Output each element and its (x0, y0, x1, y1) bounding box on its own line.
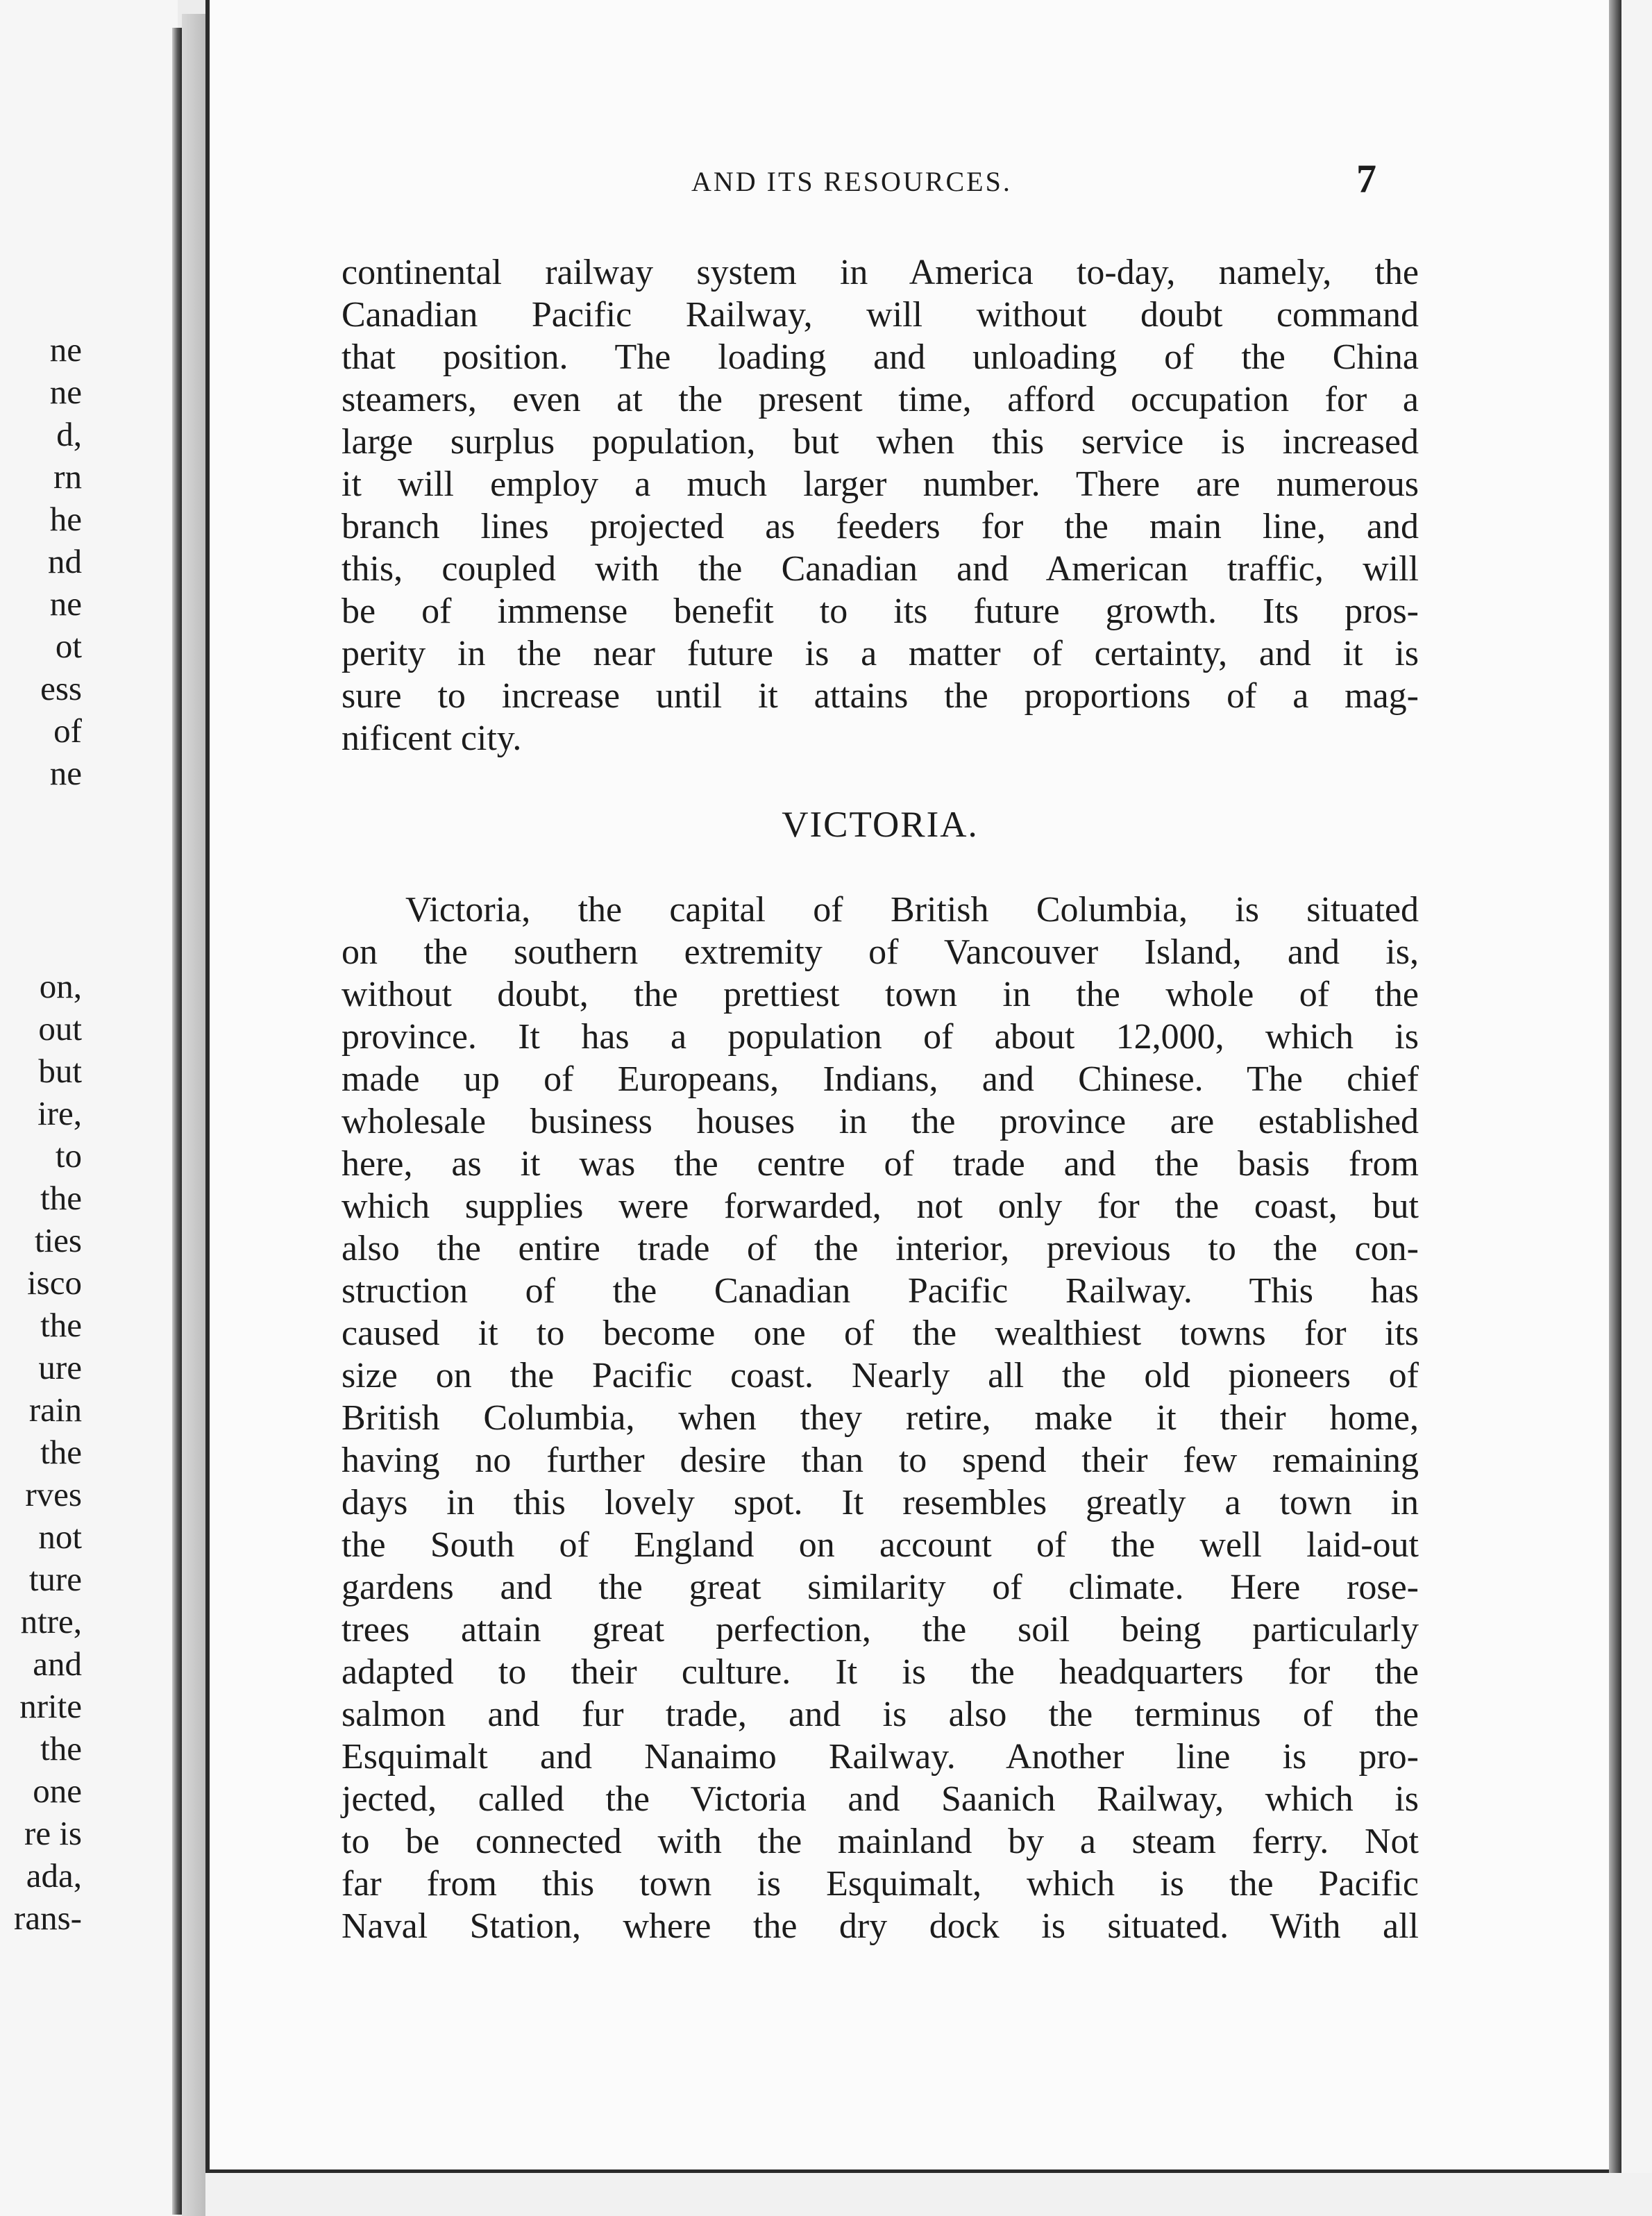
facing-page-line: out (38, 1009, 82, 1048)
text-line: struction of the Canadian Pacific Railway. This has (342, 1271, 1419, 1311)
text-line: Esquimalt and Nanaimo Railway. Another line is pro- (342, 1737, 1419, 1777)
facing-page-line: re is (24, 1814, 82, 1852)
facing-page-line: ess (40, 669, 82, 707)
facing-page-line: rans- (14, 1899, 82, 1937)
facing-page-line: isco (27, 1264, 82, 1302)
page-edge-shadow (172, 28, 182, 2215)
text-line: without doubt, the prettiest town in the whole of the (342, 975, 1419, 1014)
facing-page-line: ntre, (20, 1602, 82, 1640)
page-number: 7 (1356, 156, 1376, 201)
text-line: having no further desire than to spend their few remaining (342, 1441, 1419, 1480)
facing-page-line: the (40, 1729, 82, 1768)
text-line: Canadian Pacific Railway, will without doubt command (342, 295, 1419, 335)
facing-page-line: to (55, 1136, 82, 1175)
text-line: trees attain great perfection, the soil being particularly (342, 1610, 1419, 1650)
text-line: Naval Station, where the dry dock is situated. With all (342, 1906, 1419, 1946)
text-line: made up of Europeans, Indians, and Chinese. The chief (342, 1059, 1419, 1099)
facing-page-line: and (33, 1645, 82, 1683)
facing-page-line: ne (49, 754, 82, 792)
text-line: on the southern extremity of Vancouver Island, and is, (342, 932, 1419, 972)
text-line: wholesale business houses in the province are established (342, 1102, 1419, 1141)
facing-page-line: ire, (37, 1094, 82, 1132)
facing-page-line: but (38, 1052, 82, 1090)
facing-page-line: the (40, 1433, 82, 1471)
facing-page-line: rain (28, 1391, 82, 1429)
text-line: to be connected with the mainland by a steam ferry. Not (342, 1822, 1419, 1861)
facing-page-line: on, (39, 967, 82, 1005)
facing-page-line: ne (49, 373, 82, 411)
text-line: size on the Pacific coast. Nearly all the old pioneers of (342, 1356, 1419, 1395)
facing-page-line: ure (38, 1348, 82, 1386)
text-line: Victoria, the capital of British Columbia, is situated (405, 890, 1419, 930)
facing-page-line: the (40, 1306, 82, 1344)
text-line: sure to increase until it attains the proportions of a mag- (342, 676, 1419, 716)
running-head: AND ITS RESOURCES. (691, 166, 1012, 197)
text-line: the South of England on account of the well laid-out (342, 1525, 1419, 1565)
facing-page-line: the (40, 1179, 82, 1217)
text-line: adapted to their culture. It is the headquarters for the (342, 1652, 1419, 1692)
text-line: large surplus population, but when this service is increased (342, 422, 1419, 462)
text-line: salmon and fur trade, and is also the terminus of the (342, 1695, 1419, 1734)
text-line: continental railway system in America to-day, namely, the (342, 253, 1419, 292)
text-line: province. It has a population of about 12,000, which is (342, 1017, 1419, 1057)
facing-page-line: ne (49, 330, 82, 369)
scan-margin (205, 2173, 1652, 2216)
facing-page-line: nd (48, 542, 82, 580)
facing-page-line: ada, (26, 1856, 82, 1895)
text-line: jected, called the Victoria and Saanich Railway, which is (342, 1779, 1419, 1819)
facing-page-fragment (0, 0, 178, 2216)
page-edge-shadow (1609, 0, 1621, 2173)
facing-page-line: of (53, 712, 82, 750)
text-line: also the entire trade of the interior, previous to the con- (342, 1229, 1419, 1268)
facing-page-line: rves (25, 1475, 82, 1513)
text-line: days in this lovely spot. It resembles greatly a town in (342, 1483, 1419, 1522)
text-line: that position. The loading and unloading of the China (342, 337, 1419, 377)
text-line: nificent city. (342, 719, 522, 758)
text-line: British Columbia, when they retire, make it their home, (342, 1398, 1419, 1438)
text-line: which supplies were forwarded, not only for the coast, but (342, 1186, 1419, 1226)
text-line: steamers, even at the present time, afford occupation for a (342, 380, 1419, 419)
facing-page-line: not (38, 1518, 82, 1556)
facing-page-line: nrite (19, 1687, 82, 1725)
facing-page-line: rn (53, 458, 82, 496)
text-line: it will employ a much larger number. There are numerous (342, 464, 1419, 504)
facing-page-line: ot (55, 627, 82, 665)
text-line: caused it to become one of the wealthiest towns for its (342, 1313, 1419, 1353)
facing-page-line: ties (34, 1221, 82, 1259)
facing-page-line: ne (49, 585, 82, 623)
section-heading: VICTORIA. (782, 805, 979, 845)
facing-page-line: ture (28, 1560, 82, 1598)
facing-page-line: he (49, 500, 82, 538)
text-line: far from this town is Esquimalt, which is the Pacific (342, 1864, 1419, 1904)
text-line: gardens and the great similarity of climate. Here rose- (342, 1568, 1419, 1607)
facing-page-line: d, (56, 415, 82, 453)
scan-margin (1621, 0, 1652, 2216)
text-line: be of immense benefit to its future growth. Its pros- (342, 591, 1419, 631)
text-line: here, as it was the centre of trade and the basis from (342, 1144, 1419, 1184)
facing-page-line: one (33, 1772, 82, 1810)
book-gutter (182, 14, 205, 2216)
text-line: this, coupled with the Canadian and American traffic, will (342, 549, 1419, 589)
text-line: branch lines projected as feeders for the main line, and (342, 507, 1419, 546)
text-line: perity in the near future is a matter of certainty, and it is (342, 634, 1419, 673)
